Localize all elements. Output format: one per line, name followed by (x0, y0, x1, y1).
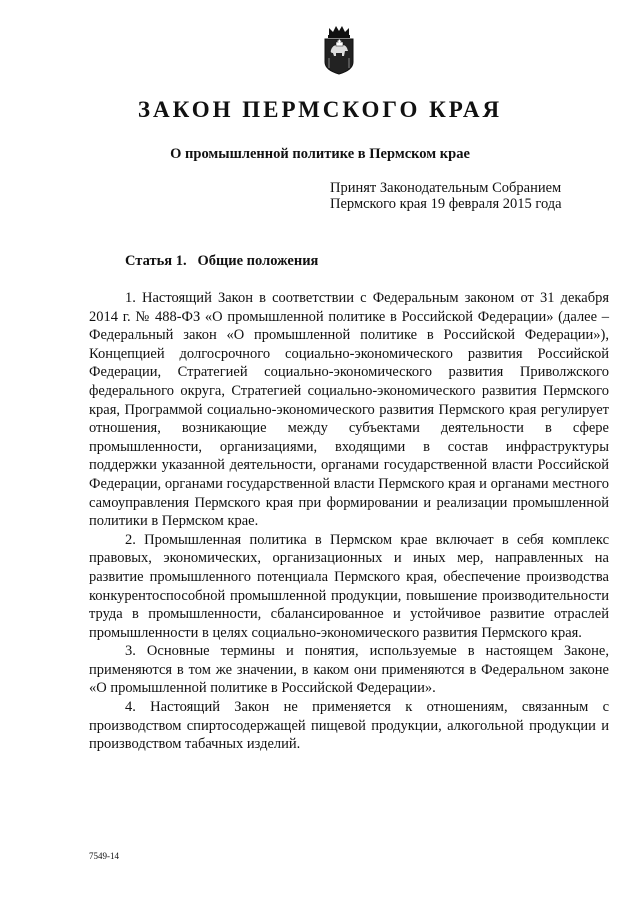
adoption-note (330, 180, 630, 212)
article-paragraph-2: 2. Промышленная политика в Пермском крае включает в себя комплекс правовых, экономических, организационных и иных мер, направленных на развитие промышленного потенциала Пермского края, обеспечение производства конкурентоспособной промышленной продукции, повышение производительности труда в промышленности, сбалансированное и устойчивое развитие отраслей промышленности в целях социально-экономического развития Пермского края. (89, 531, 609, 641)
article-paragraph-3: 3. Основные термины и понятия, используемые в настоящем Законе, применяются в том же значении, в каком они применяются в Федеральном законе «О промышленной политике в Российской Федерации». (89, 643, 609, 697)
law-subtitle: О промышленной политике в Пермском крае (170, 146, 470, 162)
article-paragraph-1: 1. Настоящий Закон в соответствии с Федеральным законом от 31 декабря 2014 г. № 488-ФЗ «О промышленной политике в Российской Федерации» (далее – Федеральный закон «О промышленной политике в Российской Федерации»), Концепцией долгосрочного социально-экономического развития Российской Федерации, Стратегией социально-экономического развития Приволжского федерального округа, Стратегией социально-экономического развития Пермского края, Программой социально-экономического развития Пермского края регулирует отношения, возникающие между субъектами деятельности в сфере промышленности, организациями, входящими в состав инфраструктуры поддержки указанной деятельности, органами государственной власти Российской Федерации, органами государственной власти Пермского края и органами местного самоуправления Пермского края при формировании и реализации промышленной политики в Пермском крае. (89, 290, 609, 530)
perm-krai-coat-of-arms (321, 24, 357, 76)
law-title: ЗАКОН ПЕРМСКОГО КРАЯ (137, 97, 503, 122)
adoption-line-1: Принят Законодательным Собранием (330, 180, 562, 196)
article-body (89, 289, 609, 754)
article-heading: Статья 1. Общие положения (125, 253, 319, 269)
article-paragraph-4: 4. Настоящий Закон не применяется к отношениям, связанным с производством спиртосодержащей пищевой продукции, алкогольной продукции и производством табачных изделий. (89, 699, 609, 753)
adoption-line-2: Пермского края 19 февраля 2015 года (330, 196, 562, 212)
document-number: 7549-14 (89, 851, 119, 861)
